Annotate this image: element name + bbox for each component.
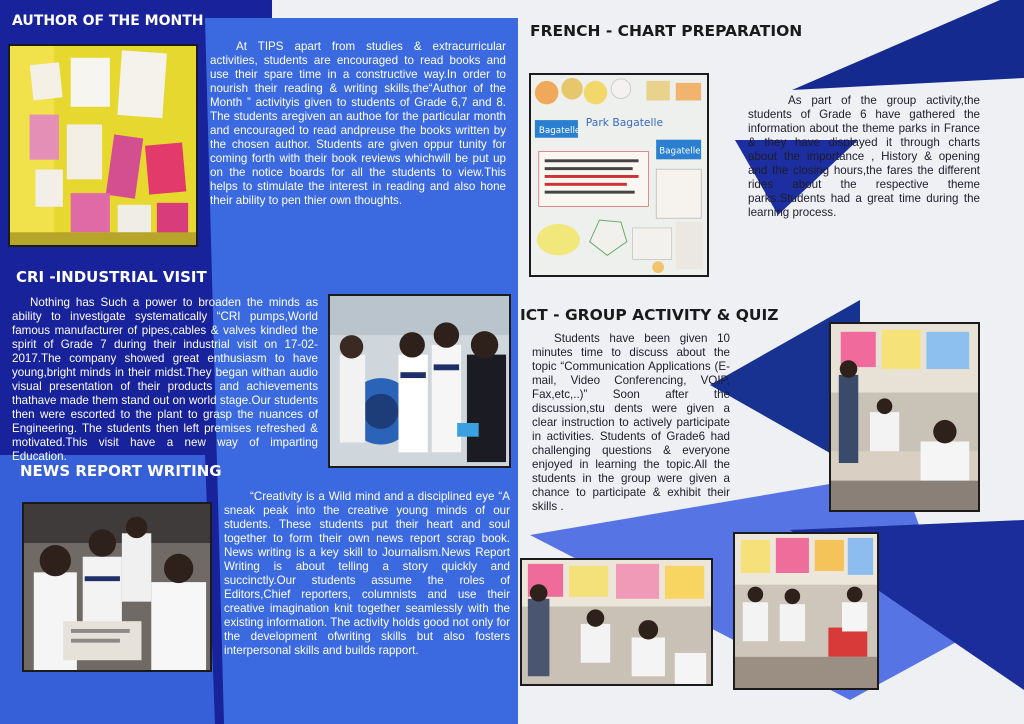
ict-heading: ICT - GROUP ACTIVITY & QUIZ <box>520 306 779 324</box>
french-heading: FRENCH - CHART PREPARATION <box>530 22 803 40</box>
french-chart-title: Park Bagatelle <box>585 115 664 129</box>
cri-body: Nothing has Such a power to broaden the minds as ability to investigate systematically “CRI pumps,World famous manufacturer of pipes,cables & valves kindled the spirit of Grade 7 during their industrial visit on 17-02-2017.The company showed great enthusiasm to have young,bright minds in their midst.They began withan audio visual presentation of their products and achievements thathave made them stand out on world stage.Our students then were escorted to the plant to grasp the nuances of Engineering. The students then left premises refreshed & motivated.This visit have a new way of imparting Education. <box>12 296 318 463</box>
author-photo <box>8 44 198 247</box>
french-body: As part of the group activity,the students of Grade 6 have gathered the information about the theme parks in France & they have displayed it through charts about the importance , History & opening and the closing hours,the fares the different rides about the respective theme parks.Students had a great time during the learning process. <box>748 94 980 219</box>
ict-body: Students have been given 10 minutes time to discuss about the topic “Communication Applications (E-mail, Video Conferencing, VOIP, Fax,etc,..)” Soon after the discussion,stu dents were given a clear instruction to actively participate in activities. Students of Grade6 had challenging questions & everyone enjoyed in learning the topic.All the students in the group were given a chance to participate & exhibit their skills . <box>532 332 730 513</box>
news-photo <box>22 502 212 672</box>
news-body: “Creativity is a Wild mind and a disciplined eye “A sneak peak into the creative young minds of our students. These students put their heart and soul together to form their own news report scrap book. News writing is a key skill to Journalism.News Report Writing is about telling a story quickly and succinctly.Our students assume the roles of Editors,Chief reporters, columnists and use their creative imagination knit together seamlessly with the existing information. The activity holds good not only for the development ofwriting skills but also fosters interpersonal skills and builds rapport. <box>224 490 510 657</box>
french-chart-brand-right: Bagatelle <box>659 146 701 157</box>
news-heading: NEWS REPORT WRITING <box>20 462 222 480</box>
author-heading: AUTHOR OF THE MONTH <box>12 13 204 29</box>
french-chart-brand-left: Bagatelle <box>538 125 581 136</box>
author-body: At TIPS apart from studies & extracurricular activities, students are encouraged to read books and use their spare time in a constructive way.In order to nourish their reading & writing skills,the“Author of the Month ” activityis given to students of Grade 6,7 and 8. The students aregiven an authoe for the particular month and encouraged to read andpreuse the books written by the chosen author. Students are given oppur tunity for coming forth with their book reviews whichwill be put up on the notice boards for all the students to view.This helps to stimulate the interest in reading and also hone their ability to pen thier own thoughts. <box>210 40 506 207</box>
french-chart-photo <box>529 73 709 277</box>
cri-heading: CRI -INDUSTRIAL VISIT <box>16 268 207 286</box>
ict-photo-bottom-right <box>733 532 879 690</box>
ict-photo-right <box>829 322 980 512</box>
cri-photo <box>328 294 511 468</box>
ict-photo-bottom-left <box>520 558 713 686</box>
